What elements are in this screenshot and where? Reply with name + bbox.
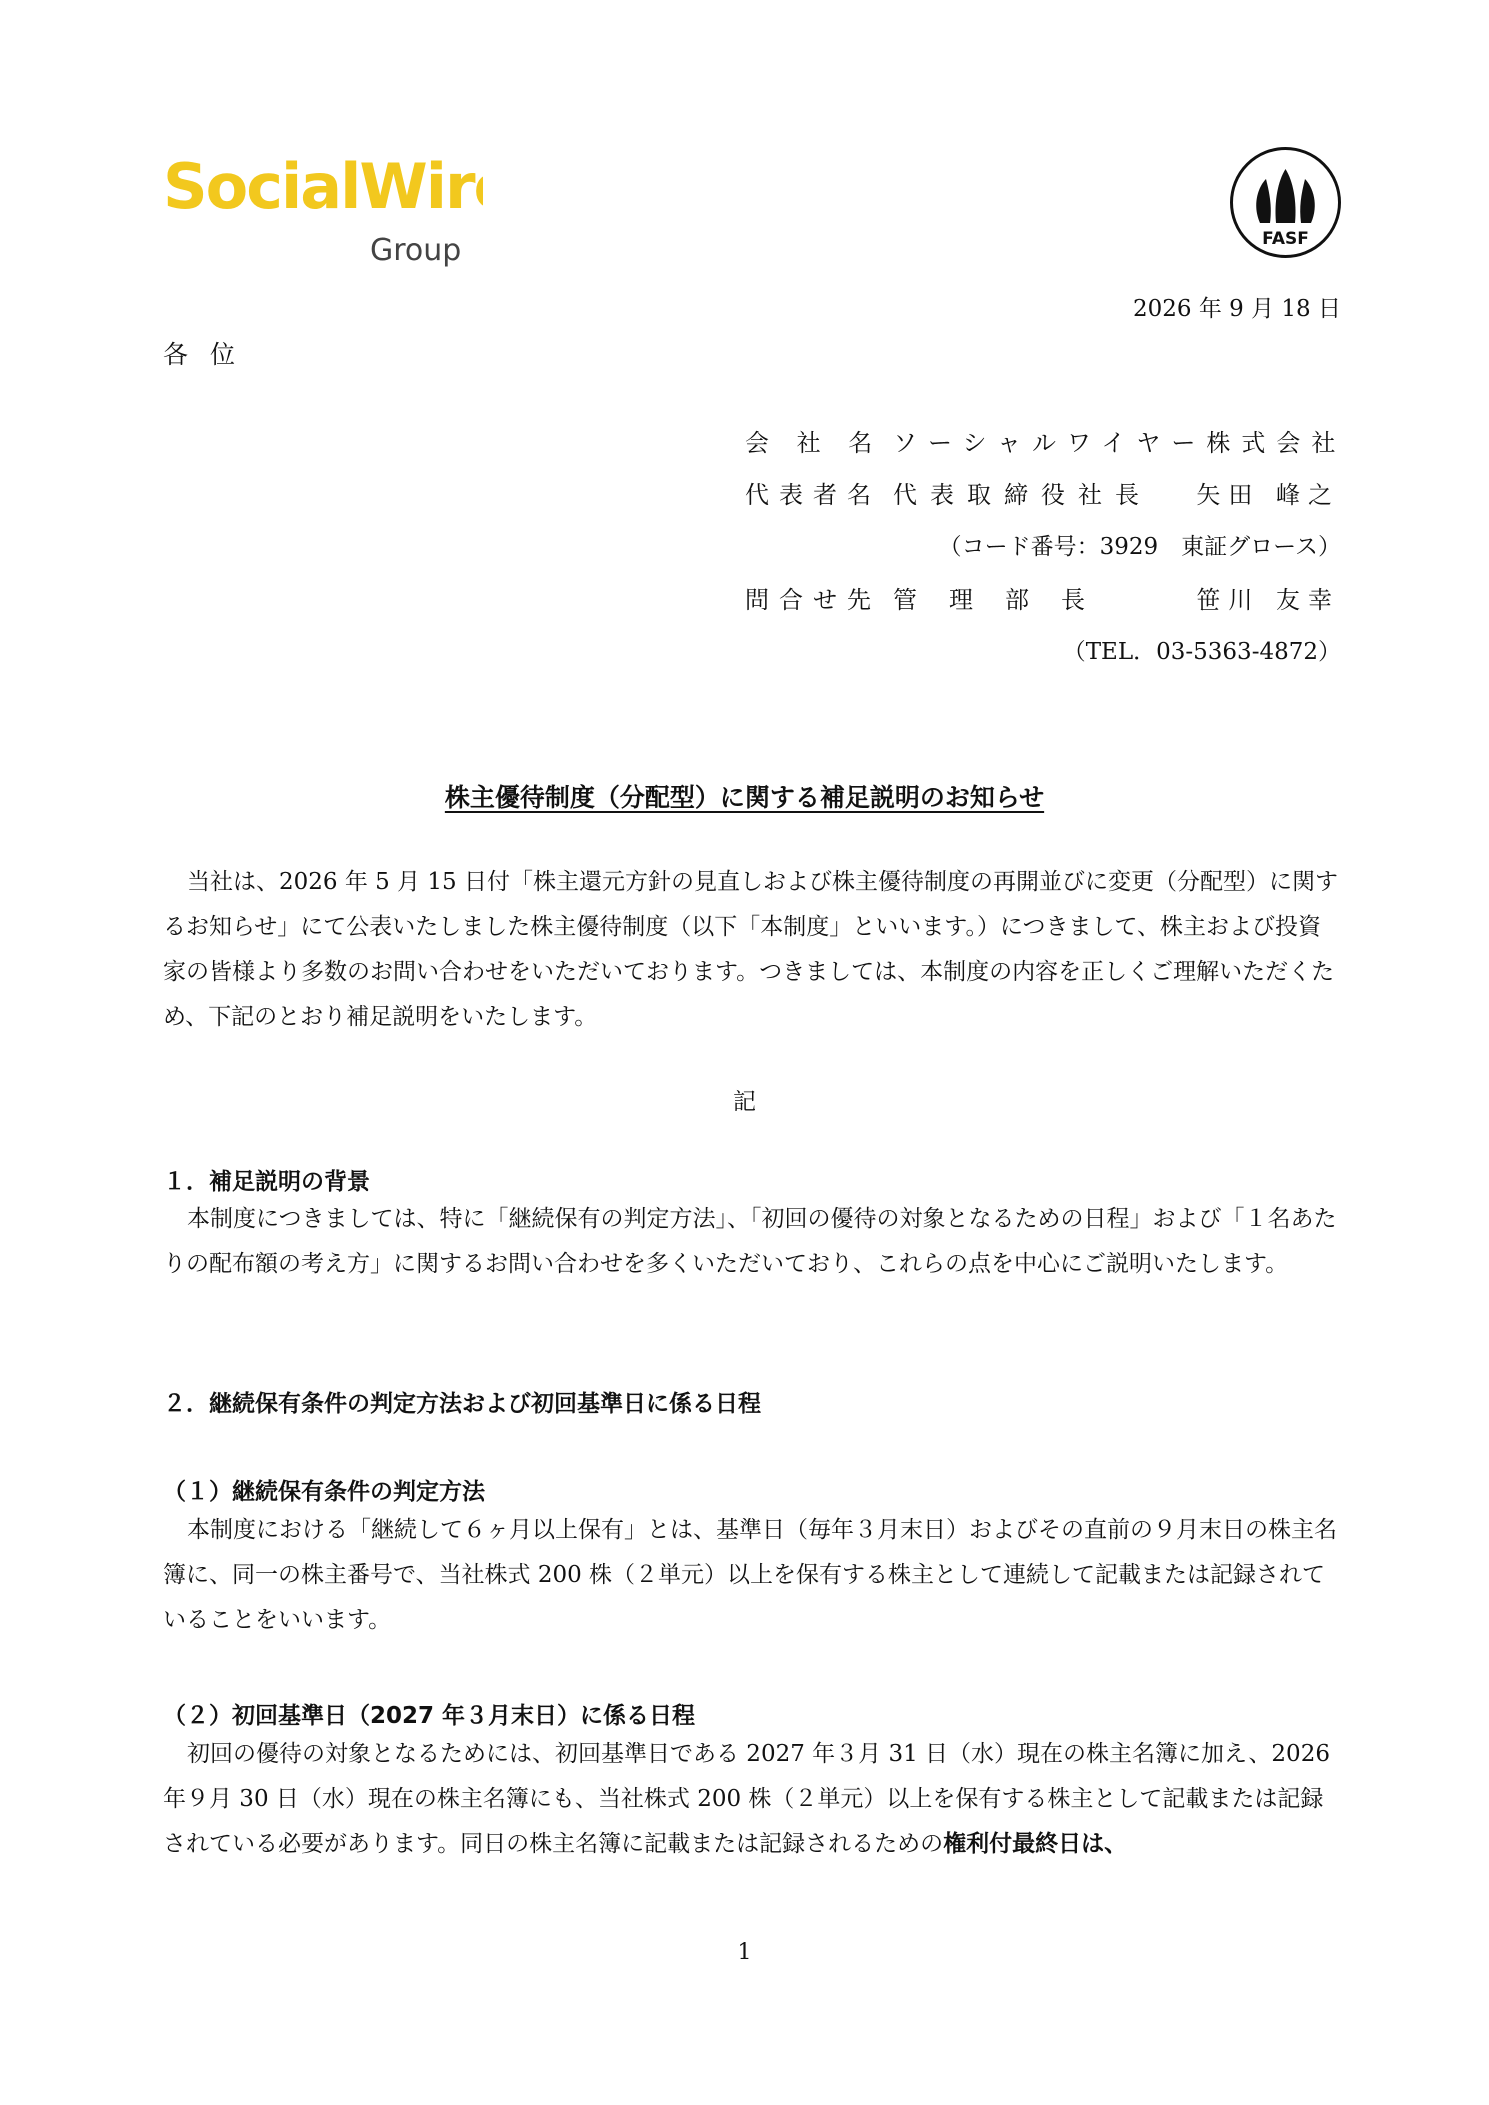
section-2-1-body xyxy=(163,1508,1343,1643)
section-2-2-heading: （２）初回基準日（2027 年３月末日）に係る日程 xyxy=(163,1703,696,1729)
section-2-1-heading: （１）継続保有条件の判定方法 xyxy=(163,1479,485,1505)
seal-text: FASF xyxy=(1262,229,1309,249)
section-1-heading: １．補足説明の背景 xyxy=(163,1169,370,1195)
document-title-text: 株主優待制度（分配型）に関する補足説明のお知らせ xyxy=(444,783,1045,812)
representative-title: 代表取締役社長 xyxy=(893,481,1152,509)
company-name-label: 会 社 名 xyxy=(745,429,883,457)
logo-main-text: SocialWire xyxy=(163,150,483,223)
section-2-2-body xyxy=(163,1732,1343,1867)
intro-text: 当社は、2026 年 5 月 15 日付「株主還元方針の見直しおよび株主優待制度の再開並びに変更（分配型）に関するお知らせ」にて公表いたしました株主優待制度（以下「本制度」といいます。）につきまして、株主および投資家の皆様より多数のお問い合わせをいただいております。つきましては、本制度の内容を正しくご理解いただくため、下記のとおり補足説明をいたします。 xyxy=(163,869,1338,1030)
section-2-heading: ２．継続保有条件の判定方法および初回基準日に係る日程 xyxy=(163,1391,761,1417)
fasf-seal xyxy=(1228,145,1343,260)
section-2-2-text: 初回の優待の対象となるためには、初回基準日である 2027 年３月 31 日（水）現在の株主名簿に加え、2026 年９月 30 日（水）現在の株主名簿にも、当社株式 200 株（２単元）以上を保有する株主として記載または記録されている必要があります。同日の株主名簿に記載または記録されるための xyxy=(163,1741,1330,1857)
company-name-value: ソーシャルワイヤー株式会社 xyxy=(893,429,1347,457)
page-number: 1 xyxy=(737,1940,752,1965)
ki-marker: 記 xyxy=(733,1089,756,1115)
company-logo xyxy=(163,140,483,270)
representative-name: 矢田 峰之 xyxy=(1196,481,1340,509)
logo-sub-text: Group xyxy=(370,233,462,268)
document-title xyxy=(0,778,1489,814)
intro-paragraph xyxy=(163,860,1343,1040)
contact-label: 問合せ先 xyxy=(745,586,881,614)
section-1-body xyxy=(163,1197,1343,1287)
section-2-2-bold-text: 権利付最終日は、 xyxy=(943,1831,1128,1857)
section-2-1-text: 本制度における「継続して６ヶ月以上保有」とは、基準日（毎年３月末日）およびその直前の９月末日の株主名簿に、同一の株主番号で、当社株式 200 株（２単元）以上を保有する株主として連続して記載または記録されていることをいいます。 xyxy=(163,1517,1337,1633)
contact-tel: （TEL．03-5363-4872） xyxy=(1062,639,1341,665)
contact-name: 笹川 友幸 xyxy=(1196,586,1340,614)
representative-label: 代表者名 xyxy=(745,481,881,509)
document-date: 2026 年 9 月 18 日 xyxy=(1133,296,1341,322)
contact-department: 管 理 部 長 xyxy=(893,586,1089,614)
addressee: 各位 xyxy=(163,340,258,369)
section-1-text: 本制度につきましては、特に「継続保有の判定方法」、「初回の優待の対象となるための日程」および「１名あたりの配布額の考え方」に関するお問い合わせを多くいただいており、これらの点を中心にご説明いたします。 xyxy=(163,1206,1337,1277)
stock-code: （コード番号：3929 東証グロース） xyxy=(938,534,1341,560)
